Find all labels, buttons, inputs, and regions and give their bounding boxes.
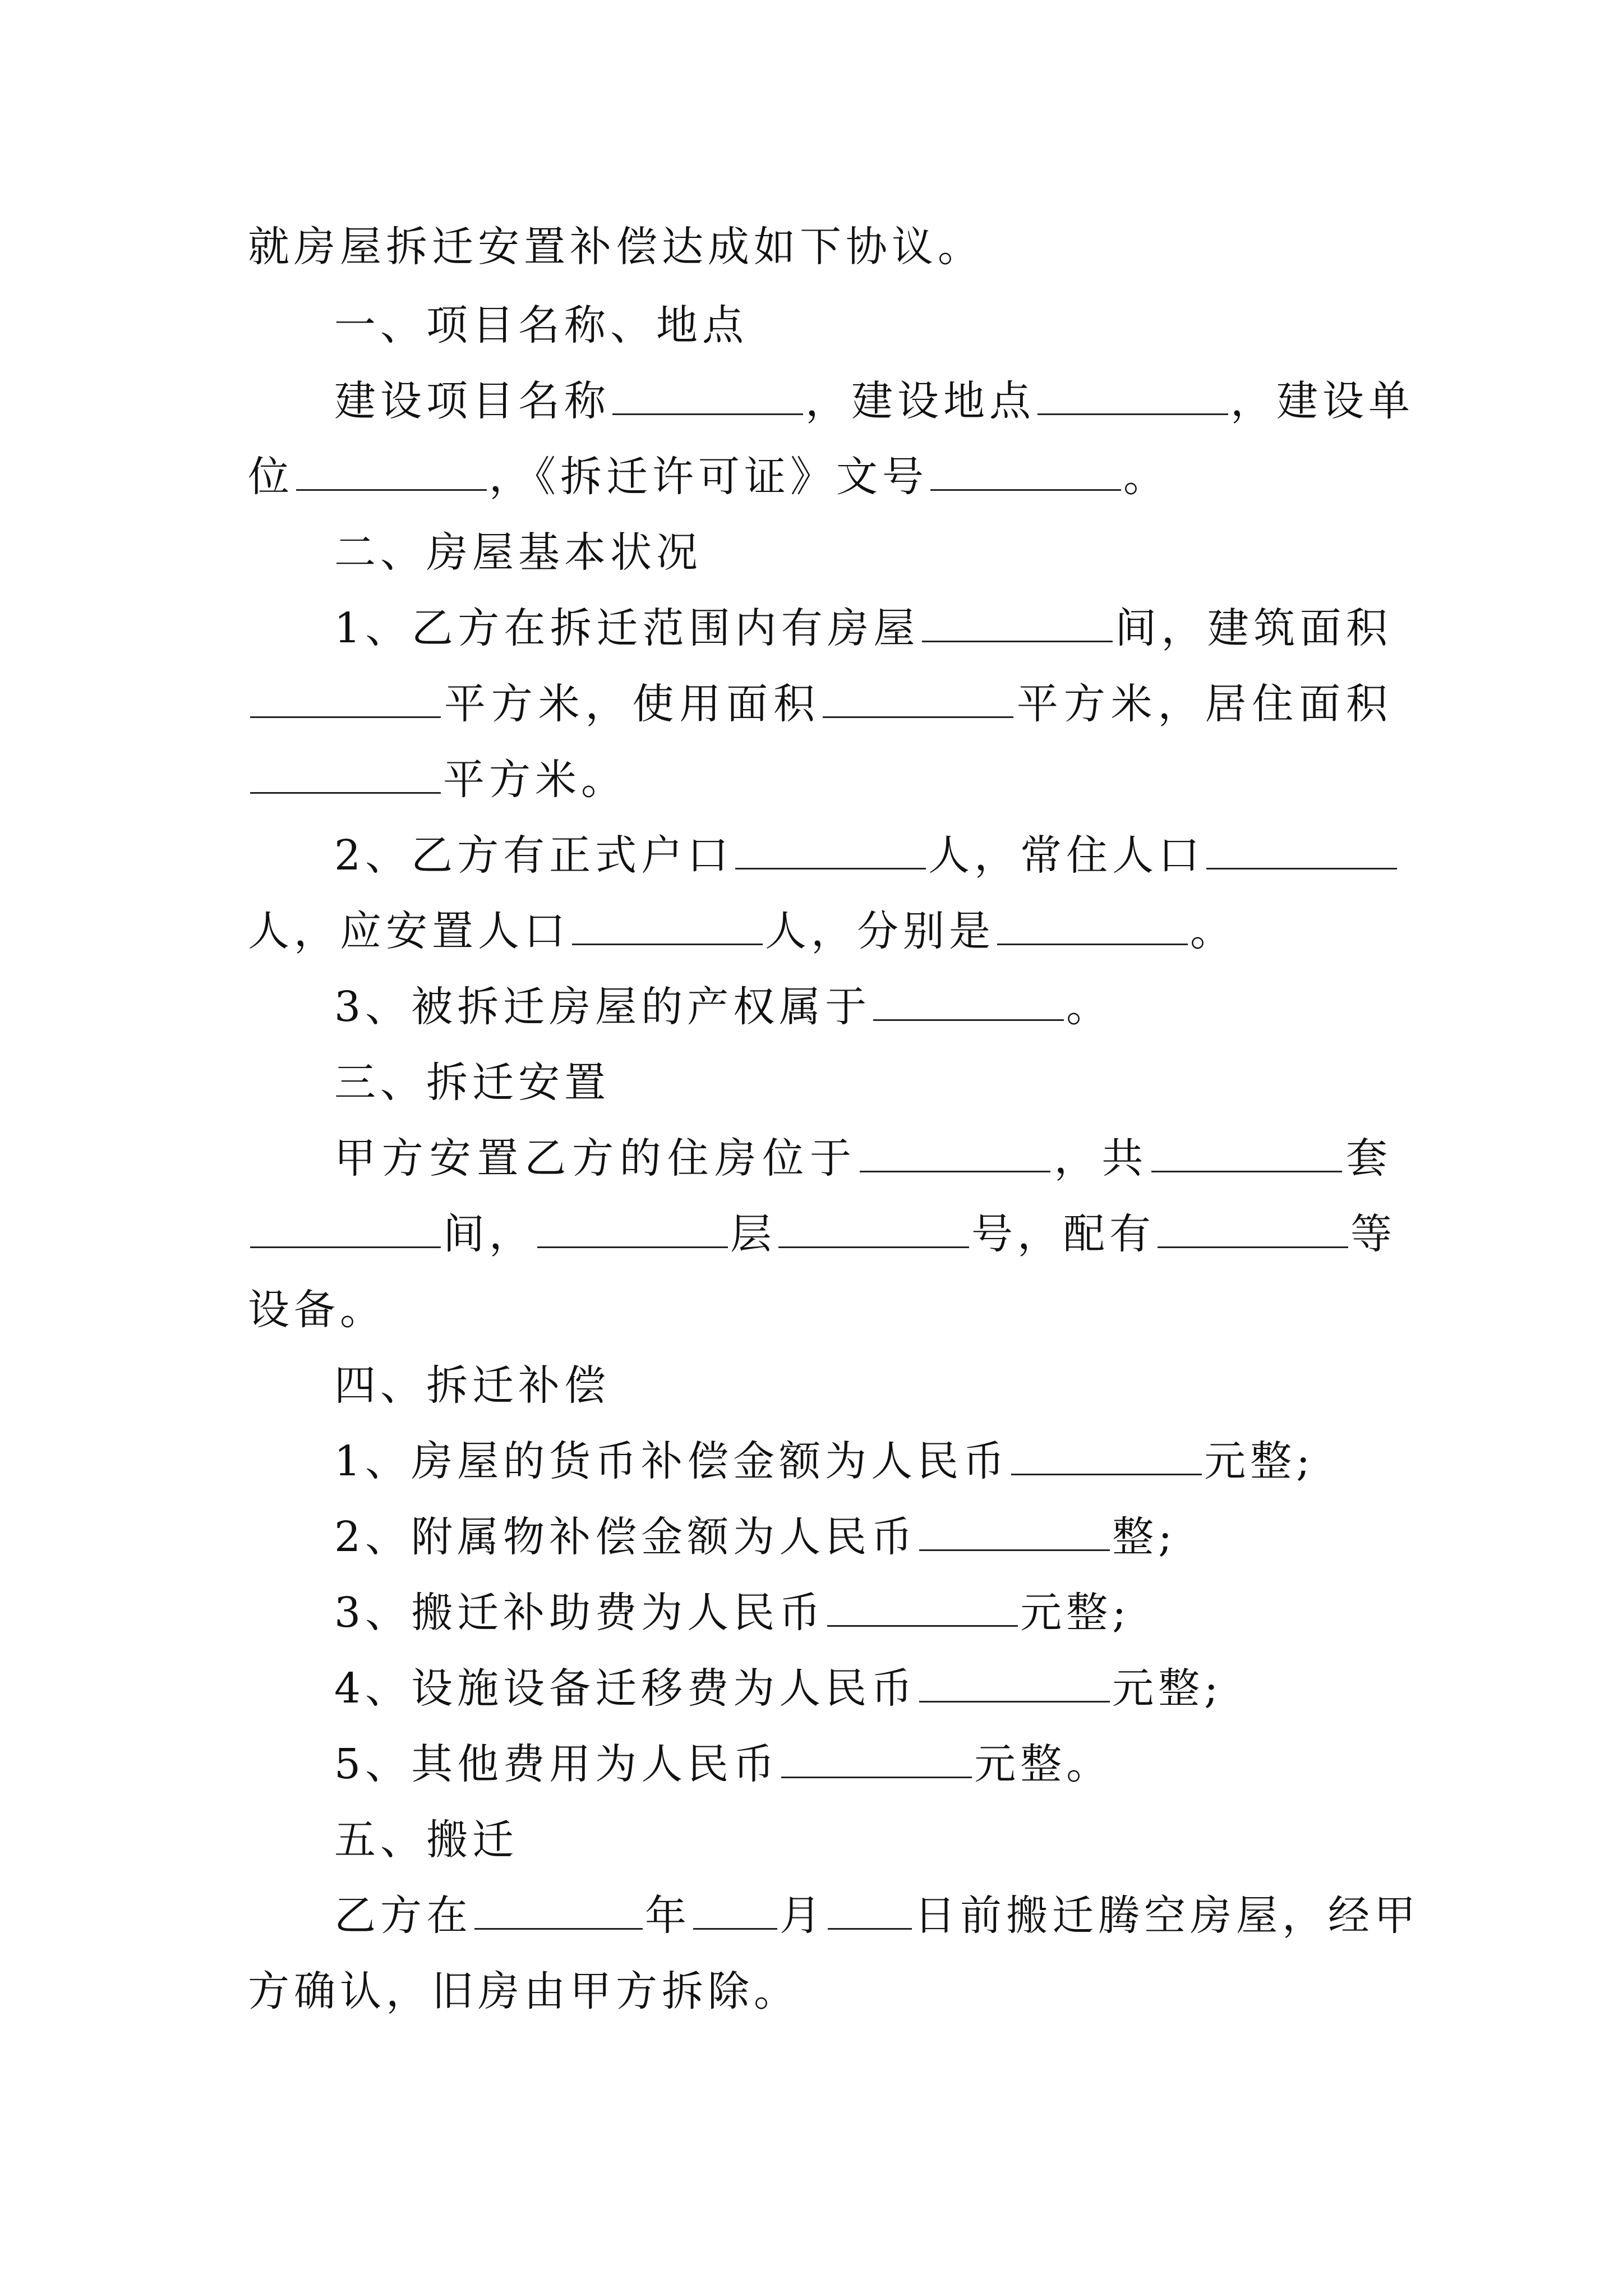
fill-blank-usable-area[interactable] xyxy=(823,677,1013,718)
text: 甲方安置乙方的住房位于 xyxy=(334,1134,857,1182)
section-2-item-1-line-2 xyxy=(248,676,1392,732)
fill-blank-names[interactable] xyxy=(997,904,1188,945)
text: 4、设施设备迁移费为人民币 xyxy=(334,1664,917,1713)
fill-blank-number[interactable] xyxy=(778,1207,969,1248)
text: 平方米，使用面积 xyxy=(443,680,820,728)
text: 2、乙方有正式户口 xyxy=(334,831,734,880)
text: 1、房屋的货币补偿金额为人民币 xyxy=(334,1437,1009,1485)
fill-blank-site[interactable] xyxy=(1038,374,1228,415)
text: ，《拆迁许可证》文号 xyxy=(489,453,928,501)
text: 等 xyxy=(1350,1210,1396,1258)
text: 套 xyxy=(1344,1134,1393,1182)
text: 层 xyxy=(730,1210,776,1258)
text: ，建设地点 xyxy=(805,377,1035,425)
fill-blank-resettle-count[interactable] xyxy=(572,904,763,945)
text: 。 xyxy=(1123,453,1169,501)
section-4-item-2 xyxy=(334,1509,1392,1565)
heading-text: 二、房屋基本状况 xyxy=(334,528,702,577)
text: 间， xyxy=(443,1210,535,1258)
fill-blank-building-area[interactable] xyxy=(250,677,441,718)
section-1-line-2 xyxy=(248,449,1392,505)
text: 。 xyxy=(1190,907,1236,955)
text: 号，配有 xyxy=(971,1210,1155,1258)
section-2-heading xyxy=(334,524,1392,581)
text: 设备。 xyxy=(248,1286,386,1334)
section-5-line-2 xyxy=(248,1963,1392,2019)
text: 间，建筑面积 xyxy=(1114,604,1392,652)
fill-blank-rooms-count[interactable] xyxy=(250,1207,441,1248)
fill-blank-location[interactable] xyxy=(860,1131,1050,1172)
text: 。 xyxy=(1066,983,1113,1031)
text: 人，分别是 xyxy=(765,907,995,955)
text: 年 xyxy=(645,1892,691,1940)
section-4-item-1 xyxy=(334,1433,1392,1489)
section-4-heading xyxy=(334,1358,1392,1414)
section-2-item-2-line-1 xyxy=(334,827,1392,884)
fill-blank-project-name[interactable] xyxy=(612,374,803,415)
section-2-item-1-line-3 xyxy=(248,752,1392,808)
text: 3、搬迁补助费为人民币 xyxy=(334,1589,826,1637)
fill-blank-sets[interactable] xyxy=(1151,1131,1342,1172)
section-3-line-1 xyxy=(334,1130,1392,1186)
fill-blank-day[interactable] xyxy=(828,1889,912,1930)
fill-blank-resident[interactable] xyxy=(1206,829,1397,869)
text: ，建设单 xyxy=(1230,377,1414,425)
text: 元整; xyxy=(1020,1589,1131,1637)
fill-blank-month[interactable] xyxy=(693,1889,777,1930)
section-1-line-1 xyxy=(334,373,1414,429)
text: 2、附属物补偿金额为人民币 xyxy=(334,1513,917,1561)
fill-blank-ownership[interactable] xyxy=(873,980,1064,1021)
fill-blank-unit[interactable] xyxy=(296,450,487,491)
section-5-line-1 xyxy=(334,1888,1420,1944)
fill-blank-moving-subsidy[interactable] xyxy=(827,1586,1018,1627)
fill-blank-rooms[interactable] xyxy=(922,601,1113,642)
fill-blank-house-compensation[interactable] xyxy=(1011,1434,1202,1475)
section-2-item-1-line-1 xyxy=(334,600,1392,656)
text: 月 xyxy=(780,1892,826,1940)
text: ，共 xyxy=(1052,1134,1150,1182)
text: 5、其他费用为人民币 xyxy=(334,1740,780,1788)
text: 位 xyxy=(248,453,294,501)
section-4-item-5 xyxy=(334,1736,1392,1792)
text: 平方米。 xyxy=(443,756,627,804)
text: 就房屋拆迁安置补偿达成如下协议。 xyxy=(248,223,984,271)
fill-blank-equipment[interactable] xyxy=(1158,1207,1348,1248)
text: 日前搬迁腾空房屋，经甲 xyxy=(914,1892,1420,1940)
text: 整; xyxy=(1112,1513,1177,1561)
fill-blank-year[interactable] xyxy=(474,1889,643,1930)
section-4-item-4 xyxy=(334,1660,1392,1717)
paragraph-intro xyxy=(248,219,1392,275)
fill-blank-registered[interactable] xyxy=(735,829,926,869)
text: 人，应安置人口 xyxy=(248,907,570,955)
text: 1、乙方在拆迁范围内有房屋 xyxy=(334,604,920,652)
text: 元整。 xyxy=(974,1740,1113,1788)
text: 建设项目名称 xyxy=(334,377,610,425)
section-3-heading xyxy=(334,1055,1392,1111)
heading-text: 四、拆迁补偿 xyxy=(334,1361,610,1410)
text: 3、被拆迁房屋的产权属于 xyxy=(334,983,872,1031)
text: 元整; xyxy=(1112,1664,1223,1713)
section-3-line-2 xyxy=(248,1206,1396,1262)
section-1-heading xyxy=(334,297,1392,353)
fill-blank-living-area[interactable] xyxy=(250,753,441,794)
text: 乙方在 xyxy=(334,1892,472,1940)
text: 方确认，旧房由甲方拆除。 xyxy=(248,1967,800,2016)
section-4-item-3 xyxy=(334,1585,1392,1641)
text: 平方米，居住面积 xyxy=(1015,680,1393,728)
fill-blank-equipment-relocation[interactable] xyxy=(919,1662,1110,1703)
section-2-item-2-line-2 xyxy=(248,903,1392,959)
fill-blank-permit-no[interactable] xyxy=(930,450,1121,491)
fill-blank-floor[interactable] xyxy=(537,1207,728,1248)
fill-blank-other-fees[interactable] xyxy=(781,1737,972,1778)
section-3-line-3 xyxy=(248,1282,1392,1338)
heading-text: 三、拆迁安置 xyxy=(334,1059,610,1107)
heading-text: 五、搬迁 xyxy=(334,1816,518,1864)
section-2-item-3 xyxy=(334,979,1392,1035)
text: 元整; xyxy=(1204,1437,1315,1485)
heading-text: 一、项目名称、地点 xyxy=(334,301,748,349)
text: 人，常住人口 xyxy=(928,831,1205,880)
fill-blank-attachment-compensation[interactable] xyxy=(919,1510,1110,1551)
section-5-heading xyxy=(334,1812,1392,1868)
